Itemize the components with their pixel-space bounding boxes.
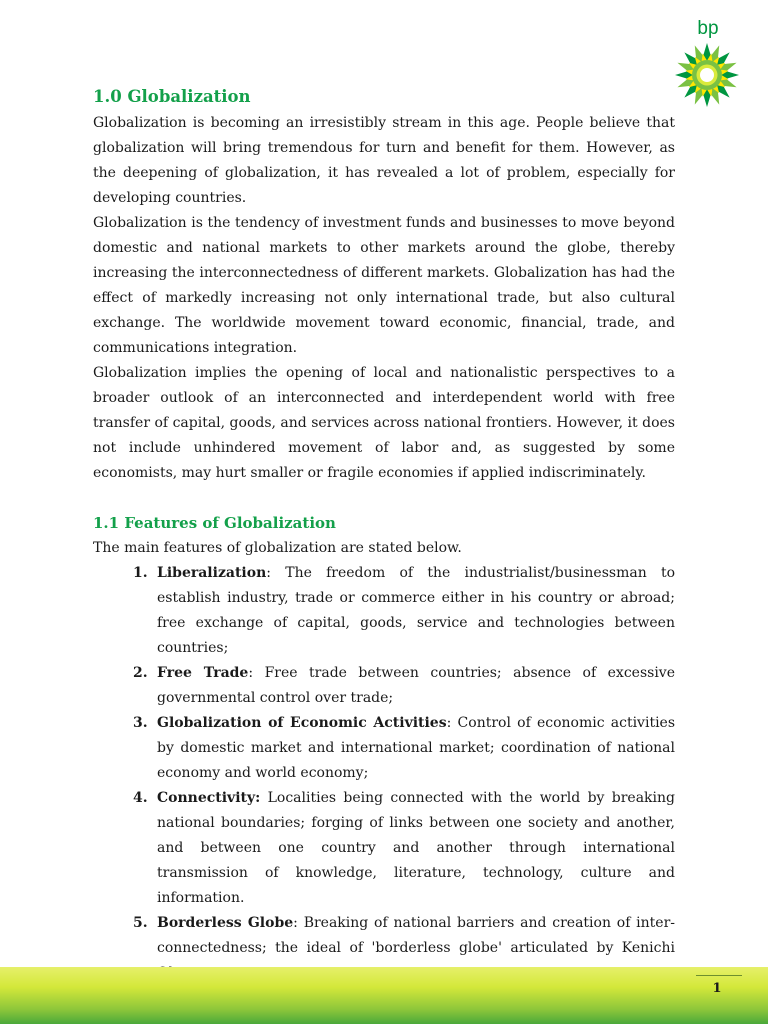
helios-flower-icon xyxy=(670,42,744,108)
features-list xyxy=(93,561,675,986)
list-item xyxy=(93,711,675,786)
list-term: Free Trade xyxy=(157,665,249,681)
list-text: Control of economic activities by domestic market and international market; coordination of national economy and world economy; xyxy=(157,715,676,781)
list-separator: : xyxy=(248,665,265,681)
list-text: The freedom of the industrialist/businessman to establish industry, trade or commerce either in his country or abroad; free exchange of capital, goods, service and technologies between countries; xyxy=(157,565,676,656)
list-text: Free trade between countries; absence of excessive governmental control over trade; xyxy=(157,665,675,706)
list-term: Borderless Globe xyxy=(157,915,294,931)
page-footer xyxy=(0,967,768,1024)
list-text: Localities being connected with the world by breaking national boundaries; forging of links between one society and another, and between one country and another through international transmission of knowledge, literature, technology, culture and information. xyxy=(157,790,675,906)
list-number: 2. xyxy=(133,665,148,681)
section-heading-globalization: 1.0 Globalization xyxy=(93,87,251,106)
list-text: Breaking of national barriers and creation of inter-connectedness; the ideal of 'borderless globe' articulated by Kenichi xyxy=(157,915,676,956)
bp-logo xyxy=(668,18,746,108)
list-item xyxy=(93,561,675,661)
features-intro: The main features of globalization are stated below. xyxy=(93,540,462,556)
paragraph: Globalization is becoming an irresistibly stream in this age. People believe that globalization will bring tremendous for turn and benefit for them. However, as the deepening of globalization, it has revealed a lot of problem, especially for developing countries. xyxy=(93,115,675,206)
list-item xyxy=(93,786,675,911)
list-term: Liberalization xyxy=(157,565,267,581)
list-term: Connectivity: xyxy=(157,790,261,806)
footer-rule xyxy=(696,975,742,976)
list-separator: : xyxy=(293,915,304,931)
list-term: Globalization of Economic Activities xyxy=(157,715,447,731)
list-separator: : xyxy=(266,565,286,581)
list-number: 3. xyxy=(133,715,148,731)
list-separator xyxy=(260,790,267,806)
list-number: 4. xyxy=(133,790,148,806)
list-number: 5. xyxy=(133,915,148,931)
section-heading-features: 1.1 Features of Globalization xyxy=(93,514,336,532)
paragraph: Globalization is the tendency of investment funds and businesses to move beyond domestic and national markets to other markets around the globe, thereby increasing the interconnectedness of different markets. Globalization has had the effect of markedly increasing not only international trade, but also cultural exchange. The worldwide movement toward economic, financial, trade, and communications integration. xyxy=(93,215,675,356)
document-body xyxy=(93,84,675,986)
paragraph: Globalization implies the opening of local and nationalistic perspectives to a broader outlook of an interconnected and interdependent world with free transfer of capital, goods, and services across national frontiers. However, it does not include unhindered movement of labor and, as suggested by some economists, may hurt smaller or fragile economies if applied indiscriminately. xyxy=(93,365,675,481)
bp-logo-text: bp xyxy=(697,18,719,39)
list-number: 1. xyxy=(133,565,148,581)
list-separator: : xyxy=(446,715,458,731)
page-number: 1 xyxy=(712,981,722,996)
list-item xyxy=(93,661,675,711)
